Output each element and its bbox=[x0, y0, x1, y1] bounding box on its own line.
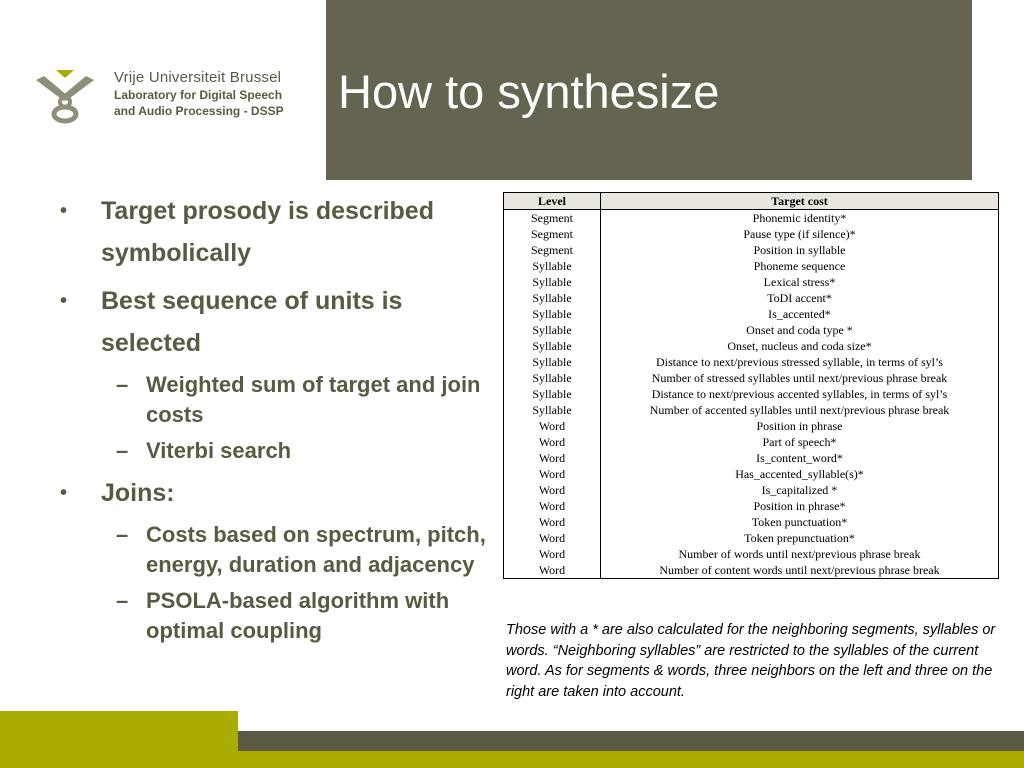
table-header-row bbox=[504, 193, 999, 210]
lab-name-line2: and Audio Processing - DSSP bbox=[114, 104, 284, 118]
table-row bbox=[504, 562, 999, 579]
table-row bbox=[504, 290, 999, 306]
column-header-level: Level bbox=[504, 193, 601, 210]
bullet-item bbox=[56, 472, 496, 514]
footer-accent-block bbox=[0, 711, 238, 768]
slide-title: How to synthesize bbox=[338, 65, 720, 118]
bullet-dot-icon: • bbox=[60, 290, 68, 312]
cell-target-cost: Has_accented_syllable(s)* bbox=[601, 466, 999, 482]
table-row bbox=[504, 210, 999, 227]
dash-icon: – bbox=[116, 522, 129, 547]
cell-target-cost: Number of words until next/previous phrase break bbox=[601, 546, 999, 562]
footer-lime-stripe bbox=[238, 751, 1024, 768]
bullet-text: Target prosody is described symbolically bbox=[101, 197, 434, 267]
table-row bbox=[504, 450, 999, 466]
cell-level: Word bbox=[504, 562, 601, 579]
cell-level: Word bbox=[504, 418, 601, 434]
lab-name-line1: Laboratory for Digital Speech bbox=[114, 88, 283, 102]
cell-level: Word bbox=[504, 450, 601, 466]
cell-target-cost: Number of accented syllables until next/previous phrase break bbox=[601, 402, 999, 418]
column-header-target-cost: Target cost bbox=[601, 193, 999, 210]
sub-bullet-item bbox=[56, 370, 496, 430]
bullet-item bbox=[56, 280, 496, 364]
footer-dark-stripe bbox=[238, 731, 1024, 751]
table-row bbox=[504, 514, 999, 530]
university-name: Vrije Universiteit Brussel bbox=[114, 69, 282, 86]
cell-target-cost: Phoneme sequence bbox=[601, 258, 999, 274]
cell-level: Syllable bbox=[504, 322, 601, 338]
cell-level: Word bbox=[504, 434, 601, 450]
cell-level: Segment bbox=[504, 242, 601, 258]
cell-level: Segment bbox=[504, 210, 601, 227]
cell-target-cost: ToDI accent* bbox=[601, 290, 999, 306]
target-cost-table-container bbox=[503, 192, 999, 579]
cell-level: Syllable bbox=[504, 290, 601, 306]
cell-target-cost: Position in syllable bbox=[601, 242, 999, 258]
title-banner bbox=[326, 0, 972, 180]
cell-level: Syllable bbox=[504, 258, 601, 274]
table-row bbox=[504, 338, 999, 354]
cell-level: Word bbox=[504, 498, 601, 514]
footnote: Those with a * are also calculated for the neighboring segments, syllables or words. “Neighboring syllables” are restricted to the syllables of the current word. As for segments & words, three neighbors on the left and three on the right are taken into account. bbox=[506, 622, 996, 700]
cell-target-cost: Number of stressed syllables until next/previous phrase break bbox=[601, 370, 999, 386]
table-body bbox=[504, 210, 999, 579]
table-row bbox=[504, 242, 999, 258]
bullet-text: Best sequence of units is selected bbox=[101, 287, 403, 357]
bullet-text: Joins: bbox=[101, 479, 175, 507]
bullet-item bbox=[56, 190, 496, 274]
dash-icon: – bbox=[116, 372, 129, 397]
table-row bbox=[504, 546, 999, 562]
cell-level: Syllable bbox=[504, 354, 601, 370]
cell-target-cost: Is_content_word* bbox=[601, 450, 999, 466]
cell-level: Segment bbox=[504, 226, 601, 242]
bullet-dot-icon: • bbox=[60, 200, 68, 222]
cell-target-cost: Distance to next/previous stressed syllable, in terms of syl’s bbox=[601, 354, 999, 370]
table-row bbox=[504, 498, 999, 514]
university-logo bbox=[30, 66, 320, 126]
table-row bbox=[504, 482, 999, 498]
cell-target-cost: Onset, nucleus and coda size* bbox=[601, 338, 999, 354]
cell-level: Syllable bbox=[504, 338, 601, 354]
target-cost-table bbox=[503, 192, 999, 579]
table-row bbox=[504, 466, 999, 482]
sub-bullet-text: Costs based on spectrum, pitch, energy, duration and adjacency bbox=[146, 522, 486, 577]
table-row bbox=[504, 530, 999, 546]
sub-bullet-item bbox=[56, 586, 496, 646]
table-row bbox=[504, 322, 999, 338]
cell-target-cost: Position in phrase bbox=[601, 418, 999, 434]
sub-bullet-text: Viterbi search bbox=[146, 438, 292, 463]
dash-icon: – bbox=[116, 588, 129, 613]
sub-bullet-item bbox=[56, 520, 496, 580]
cell-level: Word bbox=[504, 546, 601, 562]
cell-target-cost: Position in phrase* bbox=[601, 498, 999, 514]
cell-level: Syllable bbox=[504, 402, 601, 418]
cell-target-cost: Token prepunctuation* bbox=[601, 530, 999, 546]
cell-target-cost: Number of content words until next/previous phrase break bbox=[601, 562, 999, 579]
cell-level: Word bbox=[504, 530, 601, 546]
cell-level: Syllable bbox=[504, 274, 601, 290]
table-row bbox=[504, 306, 999, 322]
cell-level: Word bbox=[504, 514, 601, 530]
cell-level: Word bbox=[504, 482, 601, 498]
table-row bbox=[504, 370, 999, 386]
cell-target-cost: Lexical stress* bbox=[601, 274, 999, 290]
vub-logo-icon bbox=[30, 66, 100, 126]
table-row bbox=[504, 386, 999, 402]
cell-target-cost: Part of speech* bbox=[601, 434, 999, 450]
cell-target-cost: Is_accented* bbox=[601, 306, 999, 322]
cell-target-cost: Pause type (if silence)* bbox=[601, 226, 999, 242]
bullet-dot-icon: • bbox=[60, 482, 68, 504]
cell-level: Syllable bbox=[504, 306, 601, 322]
sub-bullet-text: PSOLA-based algorithm with optimal coupling bbox=[146, 588, 450, 643]
cell-level: Syllable bbox=[504, 386, 601, 402]
table-row bbox=[504, 258, 999, 274]
cell-level: Syllable bbox=[504, 370, 601, 386]
table-row bbox=[504, 402, 999, 418]
sub-bullet-item bbox=[56, 436, 496, 466]
table-row bbox=[504, 354, 999, 370]
table-row bbox=[504, 418, 999, 434]
cell-level: Word bbox=[504, 466, 601, 482]
cell-target-cost: Onset and coda type * bbox=[601, 322, 999, 338]
bullet-list bbox=[56, 190, 496, 652]
dash-icon: – bbox=[116, 438, 129, 463]
cell-target-cost: Distance to next/previous accented syllables, in terms of syl’s bbox=[601, 386, 999, 402]
cell-target-cost: Is_capitalized * bbox=[601, 482, 999, 498]
table-row bbox=[504, 434, 999, 450]
table-row bbox=[504, 274, 999, 290]
cell-target-cost: Token punctuation* bbox=[601, 514, 999, 530]
sub-bullet-text: Weighted sum of target and join costs bbox=[146, 372, 481, 427]
cell-target-cost: Phonemic identity* bbox=[601, 210, 999, 227]
table-row bbox=[504, 226, 999, 242]
